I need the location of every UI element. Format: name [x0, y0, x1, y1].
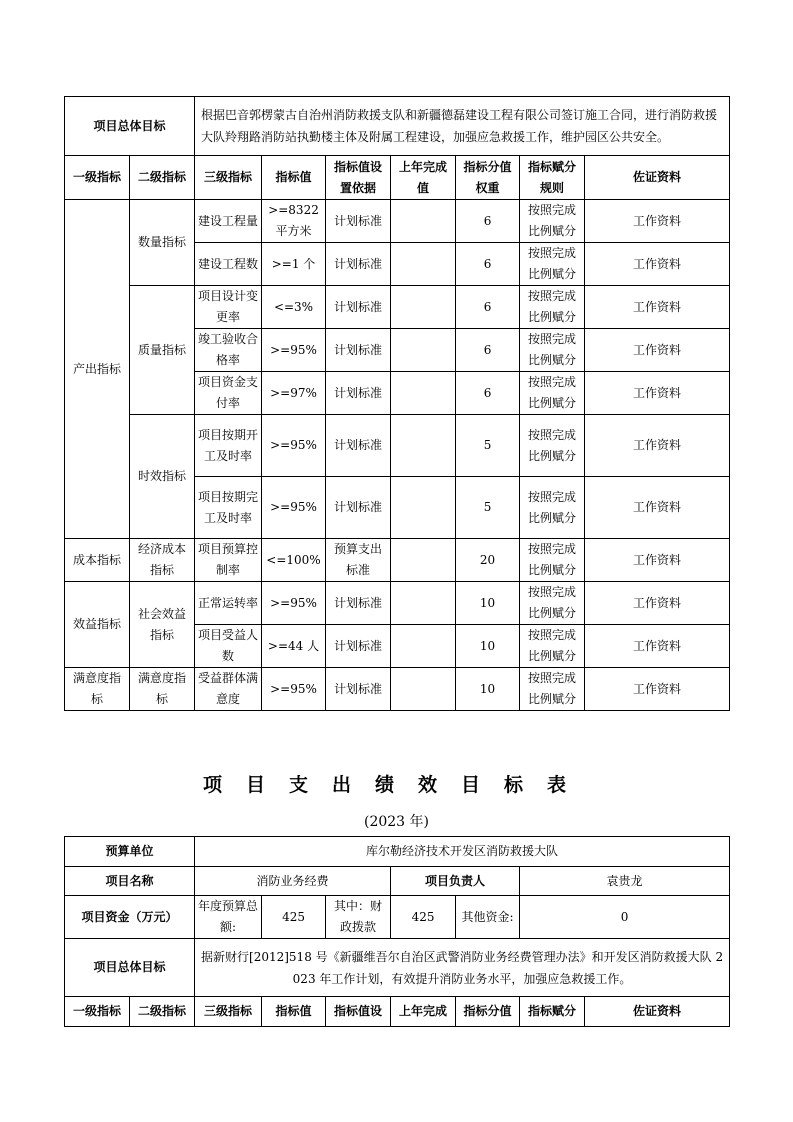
- header-cell: 指标赋分规则: [520, 156, 585, 200]
- previous-value: [391, 668, 456, 711]
- level3-indicator: 竣工验收合格率: [195, 329, 262, 372]
- indicator-value: <=100%: [262, 539, 326, 582]
- evidence: 工作资料: [585, 625, 730, 668]
- indicator-value: >=1 个: [262, 243, 326, 286]
- previous-value: [391, 329, 456, 372]
- scoring-rule: 按照完成比例赋分: [520, 668, 585, 711]
- scoring-rule: 按照完成比例赋分: [520, 372, 585, 415]
- scoring-rule: 按照完成比例赋分: [520, 243, 585, 286]
- fiscal-label: 其中：财政拨款: [326, 896, 391, 939]
- project-name-value: 消防业务经费: [195, 867, 391, 896]
- evidence: 工作资料: [585, 243, 730, 286]
- header-cell: 指标值设: [326, 997, 391, 1027]
- header-cell: 三级指标: [195, 156, 262, 200]
- score-weight: 20: [456, 539, 520, 582]
- previous-value: [391, 372, 456, 415]
- value-basis: 预算支出标准: [326, 539, 391, 582]
- value-basis: 计划标准: [326, 415, 391, 477]
- value-basis: 计划标准: [326, 477, 391, 539]
- scoring-rule: 按照完成比例赋分: [520, 625, 585, 668]
- value-basis: 计划标准: [326, 668, 391, 711]
- previous-value: [391, 243, 456, 286]
- header-cell: 指标值设置依据: [326, 156, 391, 200]
- year-subtitle: (2023 年): [363, 814, 429, 830]
- indicator-value: <=3%: [262, 286, 326, 329]
- level1-indicator: 成本指标: [65, 539, 130, 582]
- level3-indicator: 项目预算控制率: [195, 539, 262, 582]
- header-cell: 指标值: [262, 997, 326, 1027]
- score-weight: 10: [456, 668, 520, 711]
- annual-budget-value: 425: [262, 896, 326, 939]
- level2-indicator: 社会效益指标: [130, 582, 195, 668]
- indicator-value: >=95%: [262, 329, 326, 372]
- header-cell: 佐证资料: [585, 156, 730, 200]
- evidence: 工作资料: [585, 539, 730, 582]
- indicator-value: >=95%: [262, 415, 326, 477]
- previous-value: [391, 539, 456, 582]
- page-title: 项目支出绩效目标表: [202, 774, 590, 796]
- owner-value: 袁贵龙: [520, 867, 730, 896]
- level1-indicator: 效益指标: [65, 582, 130, 668]
- value-basis: 计划标准: [326, 625, 391, 668]
- level1-indicator: 产出指标: [65, 200, 130, 539]
- score-weight: 10: [456, 582, 520, 625]
- header-cell: 一级指标: [65, 997, 130, 1027]
- header-cell: 指标赋分: [520, 997, 585, 1027]
- scoring-rule: 按照完成比例赋分: [520, 329, 585, 372]
- indicator-value: >=95%: [262, 477, 326, 539]
- level2-indicator: 数量指标: [130, 200, 195, 286]
- scoring-rule: 按照完成比例赋分: [520, 539, 585, 582]
- score-weight: 10: [456, 625, 520, 668]
- table-row: [65, 286, 730, 329]
- table-row: [65, 539, 730, 582]
- score-weight: 6: [456, 372, 520, 415]
- scoring-rule: 按照完成比例赋分: [520, 200, 585, 243]
- previous-value: [391, 415, 456, 477]
- evidence: 工作资料: [585, 329, 730, 372]
- value-basis: 计划标准: [326, 200, 391, 243]
- indicator-value: >=97%: [262, 372, 326, 415]
- scoring-rule: 按照完成比例赋分: [520, 286, 585, 329]
- previous-value: [391, 582, 456, 625]
- level3-indicator: 项目资金支付率: [195, 372, 262, 415]
- budget-unit-label: 预算单位: [65, 837, 195, 867]
- performance-table-1: [64, 96, 730, 711]
- score-weight: 5: [456, 415, 520, 477]
- header-cell: 三级指标: [195, 997, 262, 1027]
- other-fund-label: 其他资金:: [456, 896, 520, 939]
- header-cell: 指标分值: [456, 997, 520, 1027]
- value-basis: 计划标准: [326, 286, 391, 329]
- level3-indicator: 项目设计变更率: [195, 286, 262, 329]
- level2-indicator: 时效指标: [130, 415, 195, 539]
- indicator-value: >=8322 平方米: [262, 200, 326, 243]
- evidence: 工作资料: [585, 582, 730, 625]
- annual-budget-label: 年度预算总额:: [195, 896, 262, 939]
- evidence: 工作资料: [585, 200, 730, 243]
- evidence: 工作资料: [585, 477, 730, 539]
- previous-value: [391, 477, 456, 539]
- goal-text: 根据巴音郭楞蒙古自治州消防救援支队和新疆德磊建设工程有限公司签订施工合同，进行消防救援大队羚翔路消防站执勤楼主体及附属工程建设，加强应急救援工作，维护园区公共安全。: [195, 97, 730, 156]
- header-cell: 一级指标: [65, 156, 130, 200]
- goal-label: 项目总体目标: [65, 97, 195, 156]
- scoring-rule: 按照完成比例赋分: [520, 582, 585, 625]
- score-weight: 6: [456, 243, 520, 286]
- table-row: [65, 415, 730, 477]
- budget-unit-value: 库尔勒经济技术开发区消防救援大队: [195, 837, 730, 867]
- owner-label: 项目负责人: [391, 867, 520, 896]
- scoring-rule: 按照完成比例赋分: [520, 415, 585, 477]
- performance-table-2: [64, 836, 730, 1027]
- evidence: 工作资料: [585, 415, 730, 477]
- table-row: [65, 582, 730, 625]
- goal2-text: 据新财行[2012]518 号《新疆维吾尔自治区武警消防业务经费管理办法》和开发区消防救援大队 2023 年工作计划，有效提升消防业务水平，加强应急救援工作。: [195, 939, 730, 997]
- goal2-label: 项目总体目标: [65, 939, 195, 997]
- evidence: 工作资料: [585, 372, 730, 415]
- value-basis: 计划标准: [326, 582, 391, 625]
- evidence: 工作资料: [585, 286, 730, 329]
- fiscal-value: 425: [391, 896, 456, 939]
- header-cell: 二级指标: [130, 156, 195, 200]
- indicator-value: >=95%: [262, 582, 326, 625]
- score-weight: 6: [456, 329, 520, 372]
- previous-value: [391, 200, 456, 243]
- header-cell: 二级指标: [130, 997, 195, 1027]
- indicator-value: >=44 人: [262, 625, 326, 668]
- level3-indicator: 正常运转率: [195, 582, 262, 625]
- score-weight: 6: [456, 286, 520, 329]
- header-cell: 佐证资料: [585, 997, 730, 1027]
- fund-label: 项目资金（万元）: [65, 896, 195, 939]
- header-cell: 指标值: [262, 156, 326, 200]
- value-basis: 计划标准: [326, 372, 391, 415]
- level3-indicator: 建设工程数: [195, 243, 262, 286]
- table-row: [65, 200, 730, 243]
- value-basis: 计划标准: [326, 329, 391, 372]
- score-weight: 5: [456, 477, 520, 539]
- level1-indicator: 满意度指标: [65, 668, 130, 711]
- table-row: [65, 668, 730, 711]
- other-fund-value: 0: [520, 896, 730, 939]
- evidence: 工作资料: [585, 668, 730, 711]
- scoring-rule: 按照完成比例赋分: [520, 477, 585, 539]
- level2-indicator: 经济成本指标: [130, 539, 195, 582]
- header-cell: 指标分值权重: [456, 156, 520, 200]
- level3-indicator: 项目按期完工及时率: [195, 477, 262, 539]
- level3-indicator: 项目按期开工及时率: [195, 415, 262, 477]
- score-weight: 6: [456, 200, 520, 243]
- indicator-value: >=95%: [262, 668, 326, 711]
- level2-indicator: 质量指标: [130, 286, 195, 415]
- header-cell: 上年完成值: [391, 156, 456, 200]
- project-name-label: 项目名称: [65, 867, 195, 896]
- previous-value: [391, 286, 456, 329]
- previous-value: [391, 625, 456, 668]
- level3-indicator: 项目受益人数: [195, 625, 262, 668]
- value-basis: 计划标准: [326, 243, 391, 286]
- level3-indicator: 受益群体满意度: [195, 668, 262, 711]
- level2-indicator: 满意度指标: [130, 668, 195, 711]
- header-cell: 上年完成: [391, 997, 456, 1027]
- level3-indicator: 建设工程量: [195, 200, 262, 243]
